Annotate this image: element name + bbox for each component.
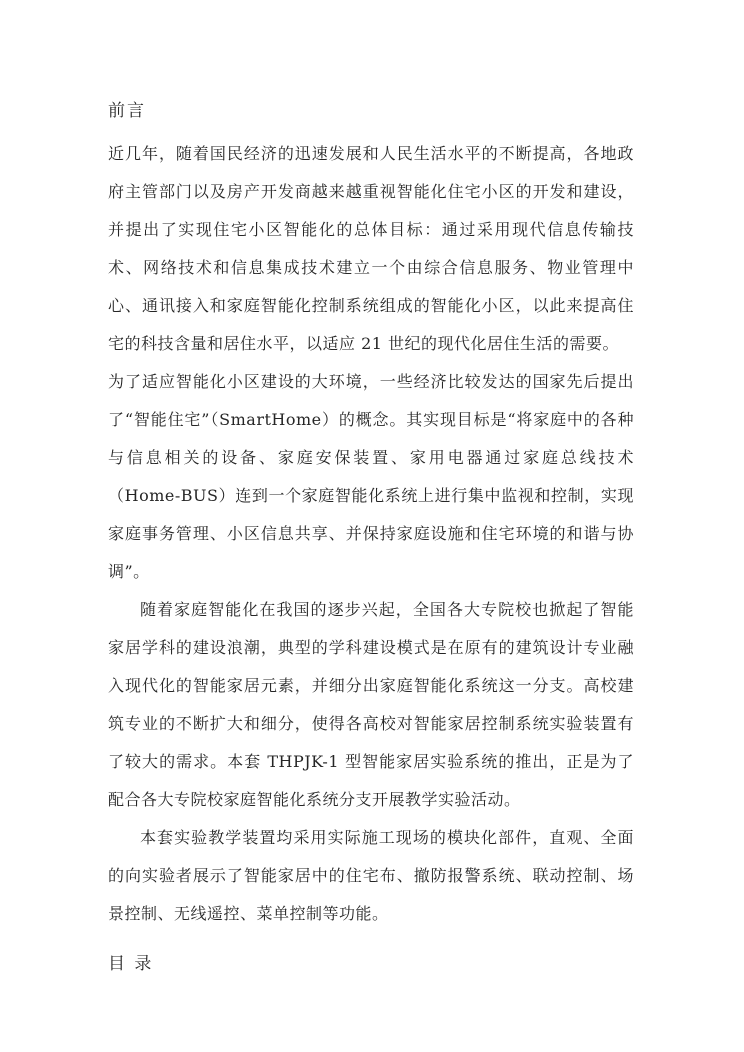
paragraph-intro-development: 近几年，随着国民经济的迅速发展和人民生活水平的不断提高，各地政府主管部门以及房产开发商越来越重视智能化住宅小区的开发和建设，并提出了实现住宅小区智能化的总体目标：通过采用现代信息传输技术、网络技术和信息集成技术建立一个由综合信息服务、物业管理中心、通讯接入和家庭智能化控制系统组成的智能化小区，以此来提高住宅的科技含量和居住水平，以适应 21 世纪的现代化居住生活的需要。	[108, 144, 634, 353]
paragraph-education-trend: 随着家庭智能化在我国的逐步兴起，全国各大专院校也掀起了智能家居学科的建设浪潮，典型的学科建设模式是在原有的建筑设计专业融入现代化的智能家居元素，并细分出家庭智能化系统这一分支。高校建筑专业的不断扩大和细分，使得各高校对智能家居控制系统实验装置有了较大的需求。本套 THPJK-1 型智能家居实验系统的推出，正是为了配合各大专院校家庭智能化系统分支开展教学实验活动。	[108, 600, 634, 809]
paragraph-device-features: 本套实验教学装置均采用实际施工现场的模块化部件，直观、全面的向实验者展示了智能家居中的住宅布、撤防报警系统、联动控制、场景控制、无线遥控、菜单控制等功能。	[108, 828, 634, 923]
preface-heading: 前言	[108, 101, 146, 121]
toc-heading: 目 录	[108, 954, 154, 974]
paragraph-smart-home-concept: 为了适应智能化小区建设的大环境，一些经济比较发达的国家先后提出了“智能住宅”（SmartHome）的概念。其实现目标是“将家庭中的各种与信息相关的设备、家庭安保装置、家用电器通过家庭总线技术（Home-BUS）连到一个家庭智能化系统上进行集中监视和控制，实现家庭事务管理、小区信息共享、并保持家庭设施和住宅环境的和谐与协调”。	[108, 372, 634, 581]
